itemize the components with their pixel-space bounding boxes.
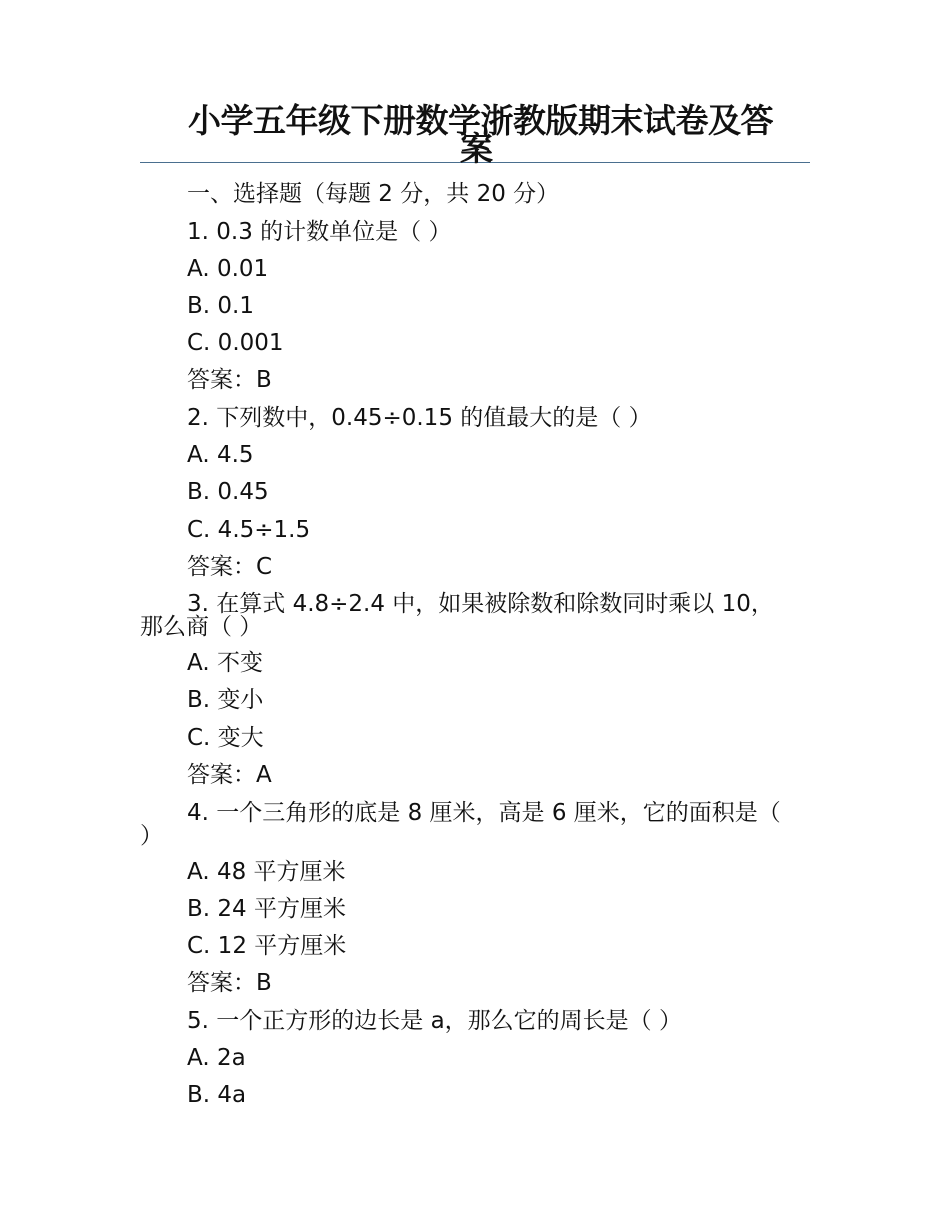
question-5-option-a: A. 2a <box>187 1045 246 1071</box>
question-3-stem-line-2: 那么商（ ） <box>140 614 263 640</box>
question-3-option-b: B. 变小 <box>187 687 264 713</box>
question-4-option-b: B. 24 平方厘米 <box>187 896 346 922</box>
document-title <box>140 100 810 168</box>
question-4-option-a: A. 48 平方厘米 <box>187 859 346 885</box>
title-line-2: 案 <box>460 129 493 168</box>
section-heading: 一、选择题（每题 2 分，共 20 分） <box>187 181 560 207</box>
question-3-answer: 答案：A <box>187 762 272 788</box>
question-2-answer: 答案：C <box>187 554 273 580</box>
question-2-option-c: C. 4.5÷1.5 <box>187 517 311 543</box>
question-3-option-c: C. 变大 <box>187 725 264 751</box>
question-1-answer: 答案：B <box>187 367 272 393</box>
question-5-option-b: B. 4a <box>187 1082 247 1108</box>
question-1-option-c: C. 0.001 <box>187 330 284 356</box>
question-4-stem-line-2: ） <box>140 823 163 849</box>
question-4-stem-line-1: 4. 一个三角形的底是 8 厘米，高是 6 厘米，它的面积是（ <box>187 800 781 826</box>
question-4-answer: 答案：B <box>187 970 272 996</box>
question-2-stem: 2. 下列数中，0.45÷0.15 的值最大的是（ ） <box>187 405 652 431</box>
question-1-option-b: B. 0.1 <box>187 293 254 319</box>
question-2-option-a: A. 4.5 <box>187 442 254 468</box>
title-line-1: 小学五年级下册数学浙教版期末试卷及答 <box>188 101 773 140</box>
question-3-option-a: A. 不变 <box>187 650 263 676</box>
question-4-option-c: C. 12 平方厘米 <box>187 933 347 959</box>
question-5-stem: 5. 一个正方形的边长是 a，那么它的周长是（ ） <box>187 1008 682 1034</box>
question-2-option-b: B. 0.45 <box>187 479 269 505</box>
question-3-stem-line-1: 3. 在算式 4.8÷2.4 中，如果被除数和除数同时乘以 10， <box>187 591 774 617</box>
question-1-stem: 1. 0.3 的计数单位是（ ） <box>187 219 452 245</box>
question-1-option-a: A. 0.01 <box>187 256 269 282</box>
